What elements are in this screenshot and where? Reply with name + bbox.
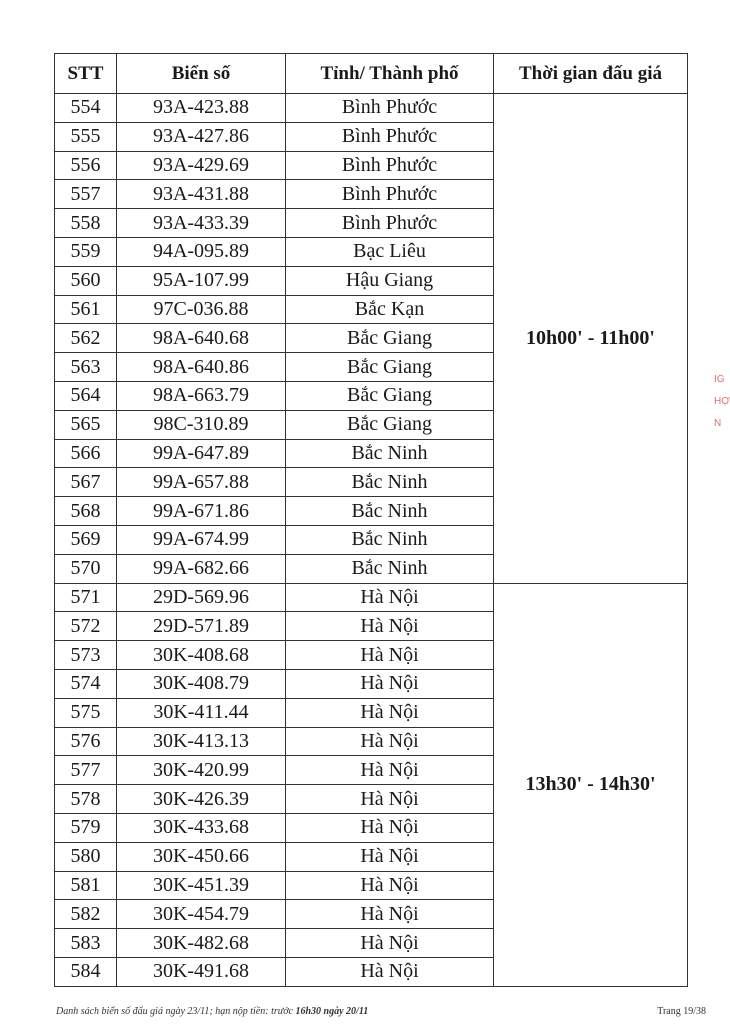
cell-plate: 93A-431.88: [117, 180, 286, 209]
cell-stt: 578: [55, 785, 117, 814]
cell-plate: 98A-663.79: [117, 381, 286, 410]
cell-province: Hà Nội: [286, 583, 494, 612]
cell-plate: 30K-482.68: [117, 929, 286, 958]
cell-stt: 559: [55, 237, 117, 266]
cell-auction-time: 13h30' - 14h30': [494, 583, 688, 986]
cell-stt: 562: [55, 324, 117, 353]
cell-stt: 572: [55, 612, 117, 641]
cell-plate: 98A-640.86: [117, 353, 286, 382]
cell-stt: 564: [55, 381, 117, 410]
cell-plate: 30K-454.79: [117, 900, 286, 929]
cell-province: Bình Phước: [286, 94, 494, 123]
footer-prefix: Danh sách biển số đấu giá ngày: [56, 1006, 185, 1017]
plate-auction-table: [54, 53, 688, 987]
cell-stt: 561: [55, 295, 117, 324]
cell-plate: 93A-429.69: [117, 151, 286, 180]
cell-province: Bắc Ninh: [286, 497, 494, 526]
cell-stt: 575: [55, 698, 117, 727]
cell-stt: 580: [55, 842, 117, 871]
cell-plate: 97C-036.88: [117, 295, 286, 324]
cell-plate: 98A-640.68: [117, 324, 286, 353]
cell-province: Hà Nội: [286, 842, 494, 871]
cell-plate: 30K-451.39: [117, 871, 286, 900]
page-number: Trang 19/38: [657, 1006, 706, 1017]
cell-plate: 29D-571.89: [117, 612, 286, 641]
cell-plate: 99A-682.66: [117, 554, 286, 583]
cell-plate: 29D-569.96: [117, 583, 286, 612]
cell-plate: 30K-413.13: [117, 727, 286, 756]
cell-plate: 95A-107.99: [117, 266, 286, 295]
cell-province: Hà Nội: [286, 785, 494, 814]
cell-province: Bình Phước: [286, 151, 494, 180]
cell-stt: 573: [55, 641, 117, 670]
header-time: Thời gian đấu giá: [494, 54, 688, 94]
cell-province: Hà Nội: [286, 813, 494, 842]
cell-province: Bình Phước: [286, 122, 494, 151]
cell-plate: 98C-310.89: [117, 410, 286, 439]
cell-plate: 30K-408.79: [117, 669, 286, 698]
cell-province: Bạc Liêu: [286, 237, 494, 266]
cell-stt: 584: [55, 957, 117, 986]
cell-province: Bắc Kạn: [286, 295, 494, 324]
cell-province: Bắc Giang: [286, 381, 494, 410]
cell-plate: 30K-411.44: [117, 698, 286, 727]
cell-province: Hà Nội: [286, 957, 494, 986]
cell-plate: 99A-674.99: [117, 525, 286, 554]
cell-plate: 99A-647.89: [117, 439, 286, 468]
cell-province: Hà Nội: [286, 669, 494, 698]
cell-province: Hà Nội: [286, 612, 494, 641]
cell-province: Hà Nội: [286, 727, 494, 756]
stamp-fragment: [714, 365, 730, 515]
cell-plate: 30K-408.68: [117, 641, 286, 670]
cell-plate: 93A-423.88: [117, 94, 286, 123]
cell-stt: 581: [55, 871, 117, 900]
cell-stt: 556: [55, 151, 117, 180]
cell-province: Bắc Ninh: [286, 554, 494, 583]
cell-plate: 30K-433.68: [117, 813, 286, 842]
footer-deadline: 16h30 ngày 20/11: [295, 1006, 369, 1017]
cell-province: Hà Nội: [286, 900, 494, 929]
footer-note: [56, 1006, 368, 1017]
cell-stt: 577: [55, 756, 117, 785]
cell-province: Hà Nội: [286, 641, 494, 670]
table-body: [55, 94, 688, 987]
cell-stt: 579: [55, 813, 117, 842]
cell-plate: 99A-657.88: [117, 468, 286, 497]
cell-plate: 94A-095.89: [117, 237, 286, 266]
cell-province: Bắc Giang: [286, 353, 494, 382]
cell-plate: 93A-427.86: [117, 122, 286, 151]
cell-province: Bắc Ninh: [286, 439, 494, 468]
table-row: [55, 583, 688, 612]
cell-province: Bình Phước: [286, 209, 494, 238]
cell-province: Bắc Ninh: [286, 468, 494, 497]
cell-plate: 30K-450.66: [117, 842, 286, 871]
cell-province: Hà Nội: [286, 698, 494, 727]
cell-province: Bình Phước: [286, 180, 494, 209]
cell-plate: 93A-433.39: [117, 209, 286, 238]
header-province: Tỉnh/ Thành phố: [286, 54, 494, 94]
cell-stt: 570: [55, 554, 117, 583]
footer-date: 23/11: [187, 1006, 210, 1017]
cell-province: Hậu Giang: [286, 266, 494, 295]
cell-province: Bắc Ninh: [286, 525, 494, 554]
header-plate: Biển số: [117, 54, 286, 94]
table-header-row: [55, 54, 688, 94]
stamp-text-2: HỢ: [714, 396, 730, 407]
cell-stt: 583: [55, 929, 117, 958]
stamp-text-3: N: [714, 418, 722, 429]
cell-stt: 571: [55, 583, 117, 612]
cell-province: Hà Nội: [286, 756, 494, 785]
table-row: [55, 94, 688, 123]
cell-province: Bắc Giang: [286, 410, 494, 439]
cell-stt: 560: [55, 266, 117, 295]
cell-province: Hà Nội: [286, 871, 494, 900]
header-stt: STT: [55, 54, 117, 94]
cell-plate: 30K-491.68: [117, 957, 286, 986]
cell-stt: 555: [55, 122, 117, 151]
cell-stt: 582: [55, 900, 117, 929]
cell-stt: 566: [55, 439, 117, 468]
footer-middle: ; hạn nộp tiền: trước: [209, 1006, 293, 1017]
cell-stt: 567: [55, 468, 117, 497]
cell-stt: 576: [55, 727, 117, 756]
cell-plate: 99A-671.86: [117, 497, 286, 526]
cell-stt: 568: [55, 497, 117, 526]
cell-stt: 569: [55, 525, 117, 554]
cell-stt: 557: [55, 180, 117, 209]
cell-stt: 563: [55, 353, 117, 382]
cell-plate: 30K-420.99: [117, 756, 286, 785]
cell-province: Hà Nội: [286, 929, 494, 958]
cell-stt: 565: [55, 410, 117, 439]
cell-plate: 30K-426.39: [117, 785, 286, 814]
cell-province: Bắc Giang: [286, 324, 494, 353]
cell-stt: 554: [55, 94, 117, 123]
cell-auction-time: 10h00' - 11h00': [494, 94, 688, 584]
cell-stt: 574: [55, 669, 117, 698]
stamp-text-1: IG: [714, 374, 725, 385]
cell-stt: 558: [55, 209, 117, 238]
